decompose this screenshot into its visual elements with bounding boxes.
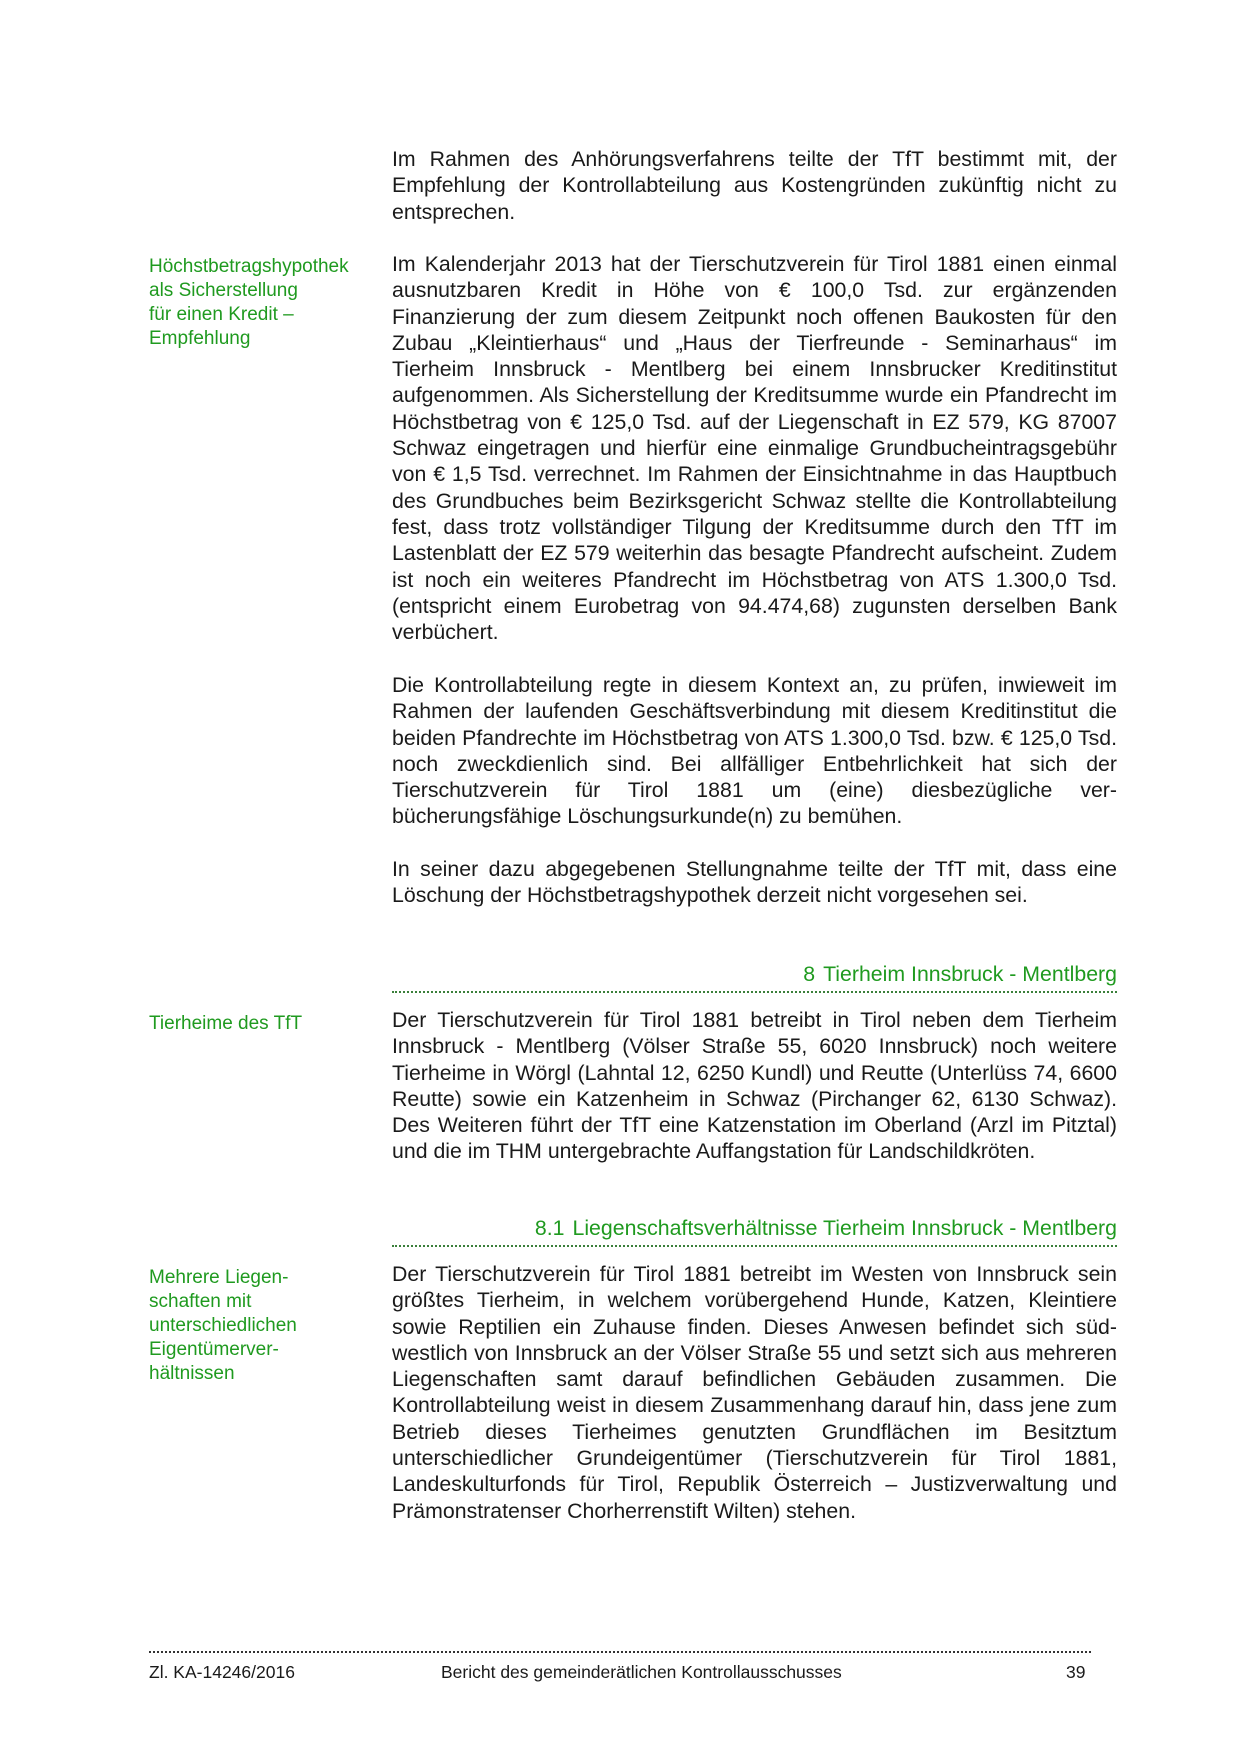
paragraph-tierheime [392, 1007, 1117, 1165]
margin-note-line: Tierheime des TfT [149, 1013, 303, 1034]
section-heading-8 [392, 961, 1117, 987]
margin-note-line: Empfehlung [149, 328, 251, 349]
margin-note-tierheime [149, 1012, 374, 1036]
section-heading-8-1 [392, 1215, 1117, 1241]
paragraph-text: Der Tierschutzverein für Tirol 1881 betreibt im Westen von Innsbruck sein größtes Tierheim, in welchem vorübergehend Hunde, Katzen, Kleintiere sowie Reptilien ein Zuhause finden. Dieses Anwesen befindet sich süd-westlich von Innsbruck an der Völser Straße 55 und setzt sich aus mehreren Liegenschaften samt darauf befindlichen Gebäuden zusammen. Die Kontrollabteilung weist in diesem Zusammenhang darauf hin, dass jene zum Betrieb dieses Tierheimes genutzten Grundflächen im Besitztum unterschiedlicher Grundeigentümer (Tierschutzverein für Tirol 1881, Landeskulturfonds für Tirol, Republik Österreich – Justizverwaltung und Prämonstratenser Chorherrenstift Wilten) stehen. [392, 1262, 1117, 1523]
footer-reference: Zl. KA-14246/2016 [149, 1662, 295, 1682]
paragraph-stellungnahme [392, 856, 1117, 909]
paragraph-text: In seiner dazu abgegebenen Stellungnahme teilte der TfT mit, dass eine Löschung der Höchstbetragshypothek derzeit nicht vorgesehen sei. [392, 857, 1117, 908]
section-title: Tierheim Innsbruck - Mentlberg [823, 962, 1117, 986]
section-title: Liegenschaftsverhältnisse Tierheim Innsbruck - Mentlberg [572, 1216, 1117, 1240]
margin-note-line: als Sicherstellung [149, 280, 298, 301]
paragraph-text: Im Rahmen des Anhörungsverfahrens teilte der TfT bestimmt mit, der Empfehlung der Kontrollabteilung aus Kostengründen zukünftig nicht zu entsprechen. [392, 147, 1117, 224]
paragraph-pfandrechte [392, 672, 1117, 830]
margin-note-hypothek [149, 255, 374, 351]
paragraph-text: Der Tierschutzverein für Tirol 1881 betreibt in Tirol neben dem Tierheim Innsbruck - Mentlberg (Völser Straße 55, 6020 Innsbruck) noch weitere Tierheime in Wörgl (Lahntal 12, 6250 Kundl) und Reutte (Unterlüss 74, 6600 Reutte) sowie ein Katzenheim in Schwaz (Pirchanger 62, 6130 Schwaz). Des Weiteren führt der TfT eine Katzenstation im Oberland (Arzl im Pitztal) und die im THM untergebrachte Auffangstation für Landschildkröten. [392, 1008, 1117, 1164]
paragraph-liegenschaften [392, 1261, 1117, 1524]
margin-note-line: für einen Kredit – [149, 304, 294, 325]
margin-note-line: schaften mit [149, 1291, 252, 1312]
page-number: 39 [1066, 1662, 1086, 1682]
footer-divider [149, 1651, 1091, 1653]
paragraph-text: Im Kalenderjahr 2013 hat der Tierschutzverein für Tirol 1881 einen einmal ausnutzbaren Kredit in Höhe von € 100,0 Tsd. zur ergänzenden Finanzierung der zum diesem Zeitpunkt noch offenen Baukosten für den Zubau „Kleintierhaus“ und „Haus der Tierfreunde - Seminarhaus“ im Tierheim Innsbruck - Mentlberg bei einem Innsbrucker Kreditinstitut aufgenommen. Als Sicherstellung der Kreditsumme wurde ein Pfandrecht im Höchstbetrag von € 125,0 Tsd. auf der Liegenschaft in EZ 579, KG 87007 Schwaz eingetragen und hierfür eine einmalige Grundbucheintragsgebühr von € 1,5 Tsd. verrechnet. Im Rahmen der Einsichtnahme in das Hauptbuch des Grundbuches beim Bezirksgericht Schwaz stellte die Kontrollabteilung fest, dass trotz vollständiger Tilgung der Kreditsumme durch den TfT im Lastenblatt der EZ 579 weiterhin das besagte Pfandrecht aufscheint. Zudem ist noch ein weiteres Pfandrecht im Höchstbetrag von ATS 1.300,0 Tsd. (entspricht einem Eurobetrag von 94.474,68) zugunsten derselben Bank verbüchert. [392, 252, 1117, 645]
heading-divider [392, 1245, 1117, 1247]
margin-note-line: unterschiedlichen [149, 1315, 297, 1336]
margin-note-line: hältnissen [149, 1363, 235, 1384]
section-number: 8 [803, 962, 816, 986]
footer-title: Bericht des gemeinderätlichen Kontrollausschusses [441, 1662, 842, 1682]
margin-note-liegenschaften [149, 1266, 374, 1386]
paragraph-kredit [392, 251, 1117, 645]
margin-note-line: Höchstbetragshypothek [149, 256, 349, 277]
margin-note-line: Eigentümerver- [149, 1339, 279, 1360]
heading-divider [392, 991, 1117, 993]
section-number: 8.1 [534, 1216, 565, 1240]
paragraph-anhoerung [392, 146, 1117, 225]
paragraph-text: Die Kontrollabteilung regte in diesem Kontext an, zu prüfen, inwieweit im Rahmen der laufenden Geschäftsverbindung mit diesem Kreditinstitut die beiden Pfandrechte im Höchstbetrag von ATS 1.300,0 Tsd. bzw. € 125,0 Tsd. noch zweckdienlich sind. Bei allfälliger Entbehrlichkeit hat sich der Tierschutzverein für Tirol 1881 um (eine) diesbezügliche verbücherungsfähige Löschungsurkunde(n) zu bemühen. [392, 673, 1117, 829]
margin-note-line: Mehrere Liegen- [149, 1267, 289, 1288]
